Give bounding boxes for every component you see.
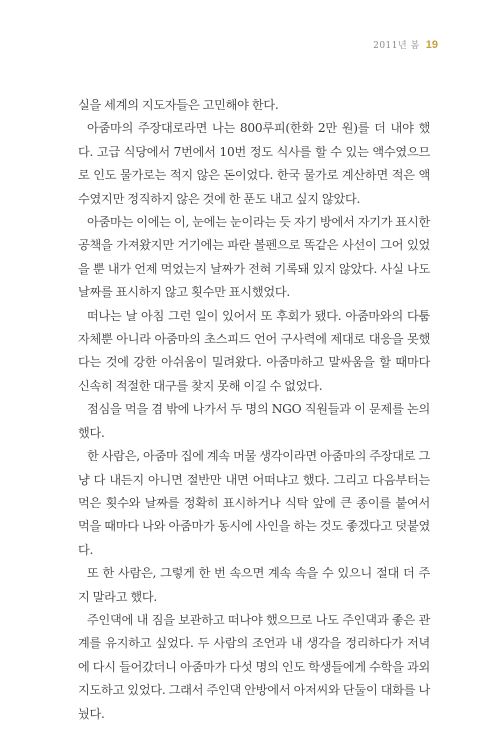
page-number: 19 bbox=[425, 39, 438, 51]
paragraph: 실을 세계의 지도자들은 고민해야 한다. bbox=[78, 98, 279, 112]
paragraph: 주인댁에 내 짐을 보관하고 떠나야 했으므로 나도 주인댁과 좋은 관계를 유지하고 싶었다. 두 사람의 조언과 내 생각을 정리하다가 저녁에 다시 들어갔더니 아줌마가 다섯 명의 인도 학생들에게 수학을 과외 지도하고 있었다. 그래서 주인댁 안방에서 아저씨와 단둘이 대화를 나눴다. bbox=[78, 612, 430, 721]
body-text bbox=[78, 94, 430, 726]
paragraph: 점심을 먹을 겸 밖에 나가서 두 명의 NGO 직원들과 이 문제를 논의했다. bbox=[78, 402, 430, 440]
page-header bbox=[373, 38, 438, 51]
paragraph: 떠나는 날 아침 그런 일이 있어서 또 후회가 됐다. 아줌마와의 다툼 자체뿐 아니라 아줌마의 초스피드 언어 구사력에 제대로 대응을 못했다는 것에 강한 아쉬움이 밀려왔다. 아줌마하고 말싸움을 할 때마다 신속히 적절한 대구를 찾지 못해 이길 수 없었다. bbox=[78, 308, 430, 393]
running-head: 2011년 봄 bbox=[373, 41, 420, 51]
paragraph: 아줌마는 이에는 이, 눈에는 눈이라는 듯 자기 방에서 자기가 표시한 공책을 가져왔지만 거기에는 파란 볼펜으로 똑같은 사선이 그어 있었을 뿐 내가 언제 먹었는지 날짜가 전혀 기록돼 있지 않았다. 사실 나도 날짜를 표시하지 않고 횟수만 표시했었다. bbox=[78, 215, 430, 300]
paragraph: 아줌마의 주장대로라면 나는 800루피(한화 2만 원)를 더 내야 했다. 고급 식당에서 7번에서 10번 정도 식사를 할 수 있는 액수였으므로 인도 물가로는 적지 않은 돈이었다. 한국 물가로 계산하면 적은 액수였지만 정직하지 않은 것에 한 푼도 내고 싶지 않았다. bbox=[78, 121, 430, 206]
paragraph: 또 한 사람은, 그렇게 한 번 속으면 계속 속을 수 있으니 절대 더 주지 말라고 했다. bbox=[78, 566, 430, 604]
paragraph: 한 사람은, 아줌마 집에 계속 머물 생각이라면 아줌마의 주장대로 그냥 다 내든지 아니면 절반만 내면 어떠냐고 했다. 그리고 다음부터는 먹은 횟수와 날짜를 정확히 표시하거나 식탁 앞에 큰 종이를 붙여서 먹을 때마다 나와 아줌마가 동시에 사인을 하는 것도 좋겠다고 덧붙였다. bbox=[78, 449, 430, 557]
